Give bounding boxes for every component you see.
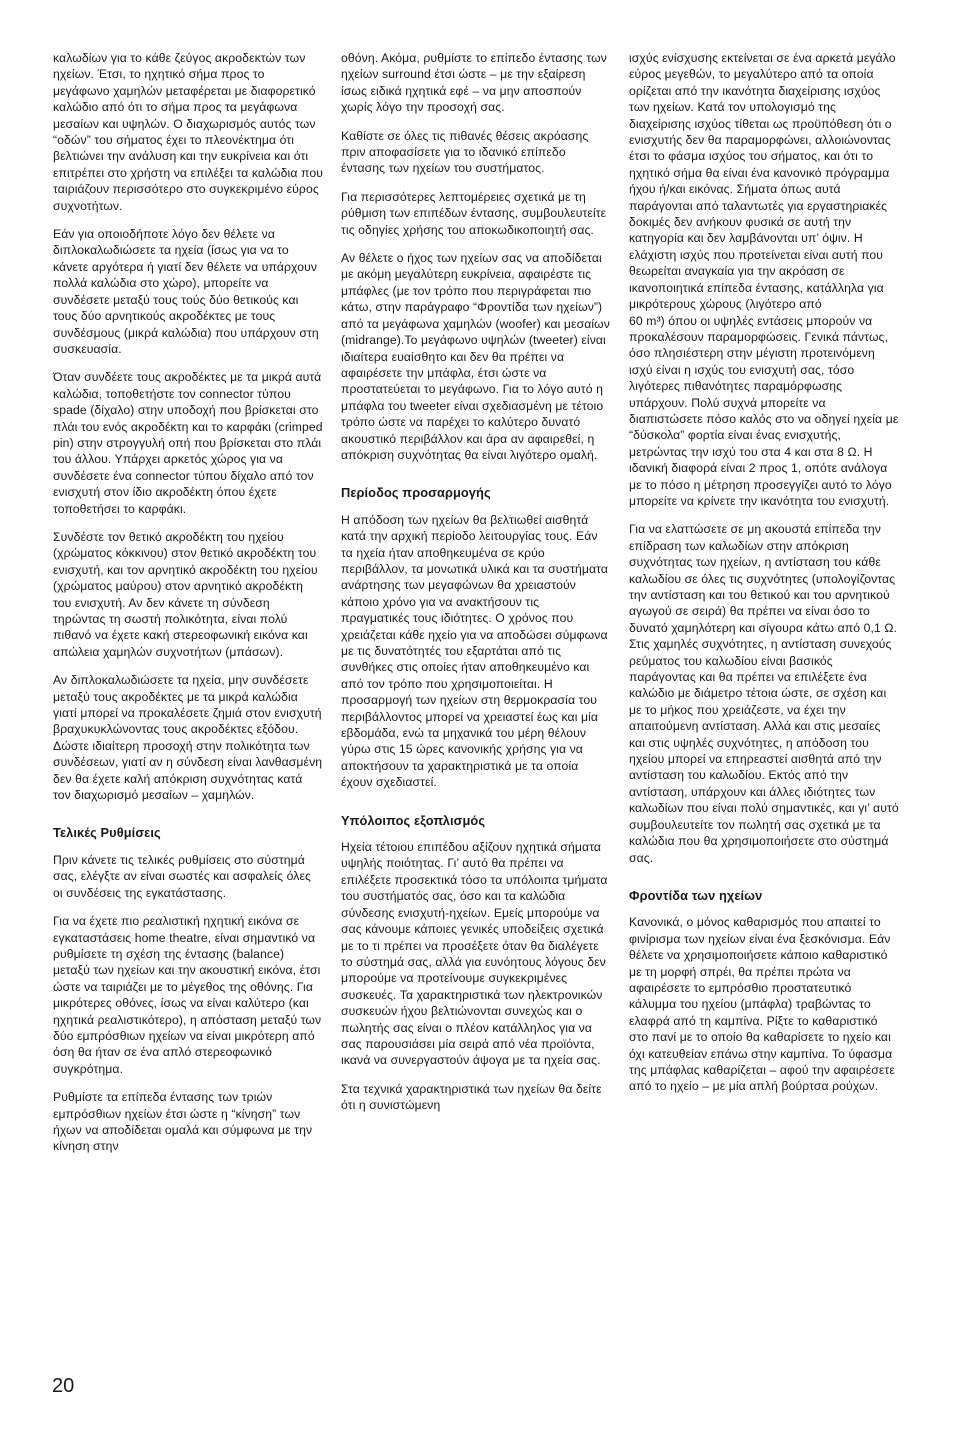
paragraph: Εάν για οποιοδήποτε λόγο δεν θέλετε να διπλοκαλωδιώσετε τα ηχεία (ίσως για να το κάνετε αργότερα ή γιατί δεν θέλετε να υπάρχουν πολλά καλώδια στο χώρο), μπορείτε να συνδέσετε μεταξύ τους τούς δύο θετικούς και τους δύο αρνητικούς ακροδέκτες με τους συνδέσμους (μικρά καλώδια) που υπάρχουν στη συσκευασία. (53, 227, 319, 356)
paragraph: Για να ελαττώσετε σε μη ακουστά επίπεδα την επίδραση των καλωδίων στην απόκριση συχνότητας των ηχείων, η αντίσταση του κάθε καλωδίου σε όλες τις συχνότητες (υπολογίζοντας την αντίσταση και του θετικού και του αρνητικού αγωγού σε σειρά) θα πρέπει να είναι όσο το δυνατό χαμηλότερη και σίγουρα κάτω από 0,1 Ω. Στις χαμηλές συχνότητες, η αντίσταση συνεχούς ρεύματος του καλωδίου είναι βασικός παράγοντας και θα πρέπει να επιλέξετε ένα καλώδιο με διάμετρο τέτοια ώστε, σε σχέση και με το μήκος που χρειάζεστε, να έχει την απαιτούμενη αντίσταση. Αλλά και στις μεσαίες και στις υψηλές συχνότητες, η απόδοση του ηχείου μπορεί να επηρεαστεί αισθητά από την αντίσταση του καλωδίου. Εκτός από την αντίσταση, υπάρχουν και άλλες ιδιότητες των καλωδίων που είναι πολύ σημαντικές, και γι’ αυτό συμβουλευτείτε τον πωλητή σας σχετικά με τα καλώδια που θα χρησιμοποιήσετε στο σύστημά σας. (629, 522, 899, 865)
paragraph: Για να έχετε πιο ρεαλιστική ηχητική εικόνα σε εγκαταστάσεις home theatre, είναι σημαντικό να ρυθμίσετε τη σχέση της έντασης (balance) μεταξύ των ηχείων και την ακουστική εικόνα, έτσι ώστε να ταιριάζει με το μέγεθος της οθόνης. Για μικρότερες οθόνες, ίσως να είναι καλύτερο (και ηχητικά ρεαλιστικότερο), η απόσταση μεταξύ των δύο εμπρόσθιων ηχείων να είναι μικρότερη από όση θα ήταν σε ένα απλό στερεοφωνικό συγκρότημα. (53, 914, 322, 1076)
paragraph: Ρυθμίστε τα επίπεδα έντασης των τριών εμπρόσθιων ηχείων έτσι ώστε η “κίνηση” των ήχων να αποδίδεται ομαλά και σύμφωνα με την κίνηση στην (53, 1090, 313, 1154)
paragraph: Αν θέλετε ο ήχος των ηχείων σας να αποδίδεται με ακόμη μεγαλύτερη ευκρίνεια, αφαιρέστε τις μπάφλες (με τον τρόπο που περιγράφεται πιο κάτω, στην παράγραφο “Φροντίδα των ηχείων”) από τα μεγάφωνα χαμηλών (woofer) και μεσαίων (midrange).Το μεγάφωνο υψηλών (tweeter) είναι ιδιαίτερα ευαίσθητο και δεν θα πρέπει να αφαιρέσετε την μπάφλα, έτσι ώστε να προστατεύεται το μεγάφωνο. Για το λόγο αυτό η μπάφλα του tweeter είναι σχεδιασμένη με τέτοιο τρόπο ώστε να παρέχει το καλύτερο δυνατό ακουστικό περιβάλλον και άρα αν αφαιρεθεί, η απόκριση συχνότητας θα είναι λιγότερο ομαλή. (341, 251, 610, 462)
paragraph: Κανονικά, ο μόνος καθαρισμός που απαιτεί το φινίρισμα των ηχείων είναι ένα ξεσκόνισμα. Εάν θέλετε να χρησιμοποιήσετε κάποιο καθαριστικό με τη μορφή σπρέι, θα πρέπει πρώτα να αφαιρέσετε το εμπρόσθιο προστατευτικό κάλυμμα του ηχείου (μπάφλα) τραβώντας το ελαφρά από τη καμπίνα. Ρίξτε το καθαριστικό στο πανί με το οποίο θα καθαρίσετε το ηχείο και όχι κατευθείαν επάνω στην καμπίνα. Το ύφασμα της μπάφλας καθαρίζεται – αφού την αφαιρέσετε από το ηχείο – με μία απλή βούρτσα ρούχων. (629, 915, 895, 1094)
paragraph: Καθίστε σε όλες τις πιθανές θέσεις ακρόασης πριν αποφασίσετε για το ιδανικό επίπεδο έντασης των ηχείων του συστήματος. (341, 128, 589, 176)
paragraph: Η απόδοση των ηχείων θα βελτιωθεί αισθητά κατά την αρχική περίοδο λειτουργίας τους. Εάν τα ηχεία ήταν αποθηκευμένα σε κρύο περιβάλλον, τα μονωτικά υλικά και τα συστήματα ανάρτησης των μεγαφώνων θα χρειαστούν κάποιο χρόνο για να ανακτήσουν τις πραγματικές τους ιδιότητες. Ο χρόνος που χρειάζεται κάθε ηχείο για να αποδώσει σύμφωνα με τις δυνατότητές του εξαρτάται από τις συνθήκες στις οποίες ήταν αποθηκευμένο και από τον τρόπο που χρησιμοποιείται. Η προσαρμογή των ηχείων στη θερμοκρασία του περιβάλλοντος μπορεί να χρειαστεί έως και μία εβδομάδα, ενώ τα μηχανικά του μέρη θέλουν γύρω στις 15 ώρες κανονικής χρήσης για να αποκτήσουν τα χαρακτηριστικά με τα οποία έχουν σχεδιαστεί. (341, 512, 609, 790)
section-heading: Περίοδος προσαρμογής (341, 485, 491, 501)
section-heading: Τελικές Ρυθμίσεις (53, 825, 161, 841)
page-number: 20 (52, 1375, 75, 1397)
paragraph: Συνδέστε τον θετικό ακροδέκτη του ηχείου (χρώματος κόκκινου) στον θετικό ακροδέκτη του ενισχυτή, και τον αρνητικό ακροδέκτη του ηχείου (χρώματος μαύρου) στον αρνητικό ακροδέκτη του ενισχυτή. Αν δεν κάνετε τη σύνδεση τηρώντας τη σωστή πολικότητα, είναι πολύ πιθανό να έχετε κακή στερεοφωνική εικόνα και απώλεια χαμηλών συχνοτήτων (μπάσων). (53, 529, 318, 659)
paragraph: Ηχεία τέτοιου επιπέδου αξίζουν ηχητικά σήματα υψηλής ποιότητας. Γι’ αυτό θα πρέπει να επιλέξετε προσεκτικά τόσο τα υπόλοιπα τμήματα του συστήματός σας, όσο και τα καλώδια σύνδεσης ενισχυτή-ηχείων. Εμείς μπορούμε να σας κάνουμε κάποιες γενικές υποδείξεις σχετικά με το τι πρέπει να προσέξετε όταν θα διαλέγετε το σύστημά σας, αλλά για ευνόητους λόγους δεν μπορούμε να προτείνουμε συγκεκριμένες συσκευές. Τα χαρακτηριστικά των ηλεκτρονικών συσκευών ήχου βελτιώνονται συνεχώς και ο πωλητής σας είναι ο πλέον κατάλληλος για να σας παρουσιάσει μία σειρά από νέα προϊόντα, ικανά να συνεργαστούν άψογα με τα ηχεία σας. (341, 840, 608, 1068)
paragraph: Για περισσότερες λεπτομέρειες σχετικά με τη ρύθμιση των επιπέδων έντασης, συμβουλευτείτε τις οδηγίες χρήσης του αποκωδικοποιητή σας. (341, 189, 607, 237)
paragraph: Στα τεχνικά χαρακτηριστικά των ηχείων θα δείτε ότι η συνιστώμενη (341, 1081, 602, 1113)
text-column-1 (53, 50, 323, 1167)
paragraph: ισχύς ενίσχυσης εκτείνεται σε ένα αρκετά μεγάλο εύρος μεγεθών, το μεγαλύτερο από τα οποία ορίζεται από την ικανότητα διαχείρισης ισχύος των ηχείων. Κατά τον υπολογισμό της διαχείρισης ισχύος τίθεται ως προϋπόθεση ότι ο ενισχυτής δεν θα παραμορφώνει, αλλοιώνοντας έτσι το φάσμα ισχύος του σήματος, και ότι το ηχητικό σήμα θα είναι ένα κανονικό πρόγραμμα ήχου ή/και εικόνας. Σήματα όπως αυτά παράγονται από ταλαντωτές για εργαστηριακές δοκιμές δεν ανήκουν φυσικά σε αυτή την κατηγορία και δεν λαμβάνονται υπ’ όψιν. Η ελάχιστη ισχύς που προτείνεται είναι αυτή που θεωρείται αναγκαία για την ακρόαση σε ικανοποιητικά επίπεδα έντασης, κατάλληλα για μικρότερους χώρους (λιγότερο από 60 m³) όπου οι υψηλές εντάσεις μπορούν να προκαλέσουν παραμορφώσεις. Γενικά πάντως, όσο πλησιέστερη στην μέγιστη προτεινόμενη ισχύ είναι η ισχύς του ενισχυτή σας, τόσο λιγότερες πιθανότητες παραμόρφωσης υπάρχουν. Πολύ συχνά μπορείτε να διαπιστώσετε πόσο καλός στο να οδηγεί ηχεία με “δύσκολα” φορτία είναι ένας ενισχυτής, μετρώντας την ισχύ του στα 4 και στα 8 Ω. Η ιδανική διαφορά είναι 2 προς 1, οπότε ανάλογα με το πόσο η μέτρηση προσεγγίζει αυτό το λόγο μπορείτε να κρίνετε την ικανότητα του ενισχυτή. (629, 51, 899, 508)
paragraph: Όταν συνδέετε τους ακροδέκτες με τα μικρά αυτά καλώδια, τοποθετήστε τον connector τύπου spade (δίχαλο) στην υποδοχή που βρίσκεται στο πλάι του ενός ακροδέκτη και το καρφάκι (crimped pin) στην στρογγυλή οπή που βρίσκεται στο πλάι του άλλου. Υπάρχει αρκετός χώρος για να συνδέσετε ένα connector τύπου δίχαλο από τον ενισχυτή στον ίδιο ακροδέκτη όπου έχετε τοποθετήσει το καρφάκι. (53, 370, 323, 516)
paragraph: οθόνη. Ακόμα, ρυθμίστε το επίπεδο έντασης των ηχείων surround έτσι ώστε – με την εξαίρεση ίσως ειδικά ηχητικά εφέ – να μην αποσπούν χωρίς λόγο την προσοχή σας. (341, 51, 607, 115)
section-heading: Φροντίδα των ηχείων (629, 887, 763, 903)
paragraph: Πριν κάνετε τις τελικές ρυθμίσεις στο σύστημά σας, ελέγξτε αν είναι σωστές και ασφαλείς όλες οι συνδέσεις της εγκατάστασης. (53, 852, 311, 900)
paragraph: Αν διπλοκαλωδιώσετε τα ηχεία, μην συνδέσετε μεταξύ τους ακροδέκτες με τα μικρά καλώδια γιατί μπορεί να προκαλέσετε ζημιά στον ενισχυτή βραχυκυκλώνοντας τους ακροδέκτες εξόδου. Δώστε ιδιαίτερη προσοχή στην πολικότητα των συνδέσεων, γιατί αν η σύνδεση είναι λανθασμένη δεν θα έχετε καλή απόκριση συχνότητας κατά τον διαχωρισμό μεσαίων – χαμηλών. (53, 673, 323, 803)
text-column-2 (341, 50, 611, 1126)
paragraph: καλωδίων για το κάθε ζεύγος ακροδεκτών των ηχείων. Έτσι, το ηχητικό σήμα προς το μεγάφωνο χαμηλών μεταφέρεται με διαφορετικό καλώδιο από ότι το σήμα προς τα μεγάφωνα μεσαίων και υψηλών. Ο διαχωρισμός αυτός των “οδών” του σήματος έχει το πλεονέκτημα ότι βελτιώνει την ανάλυση και την ευκρίνεια και ότι επιτρέπει στο χρήστη να επιλέξει τα καλώδια που ταιριάζουν περισσότερο στο συγκεκριμένο εύρος συχνοτήτων. (53, 51, 323, 213)
section-heading: Υπόλοιπος εξοπλισμός (341, 812, 486, 828)
text-column-3 (629, 50, 899, 1107)
